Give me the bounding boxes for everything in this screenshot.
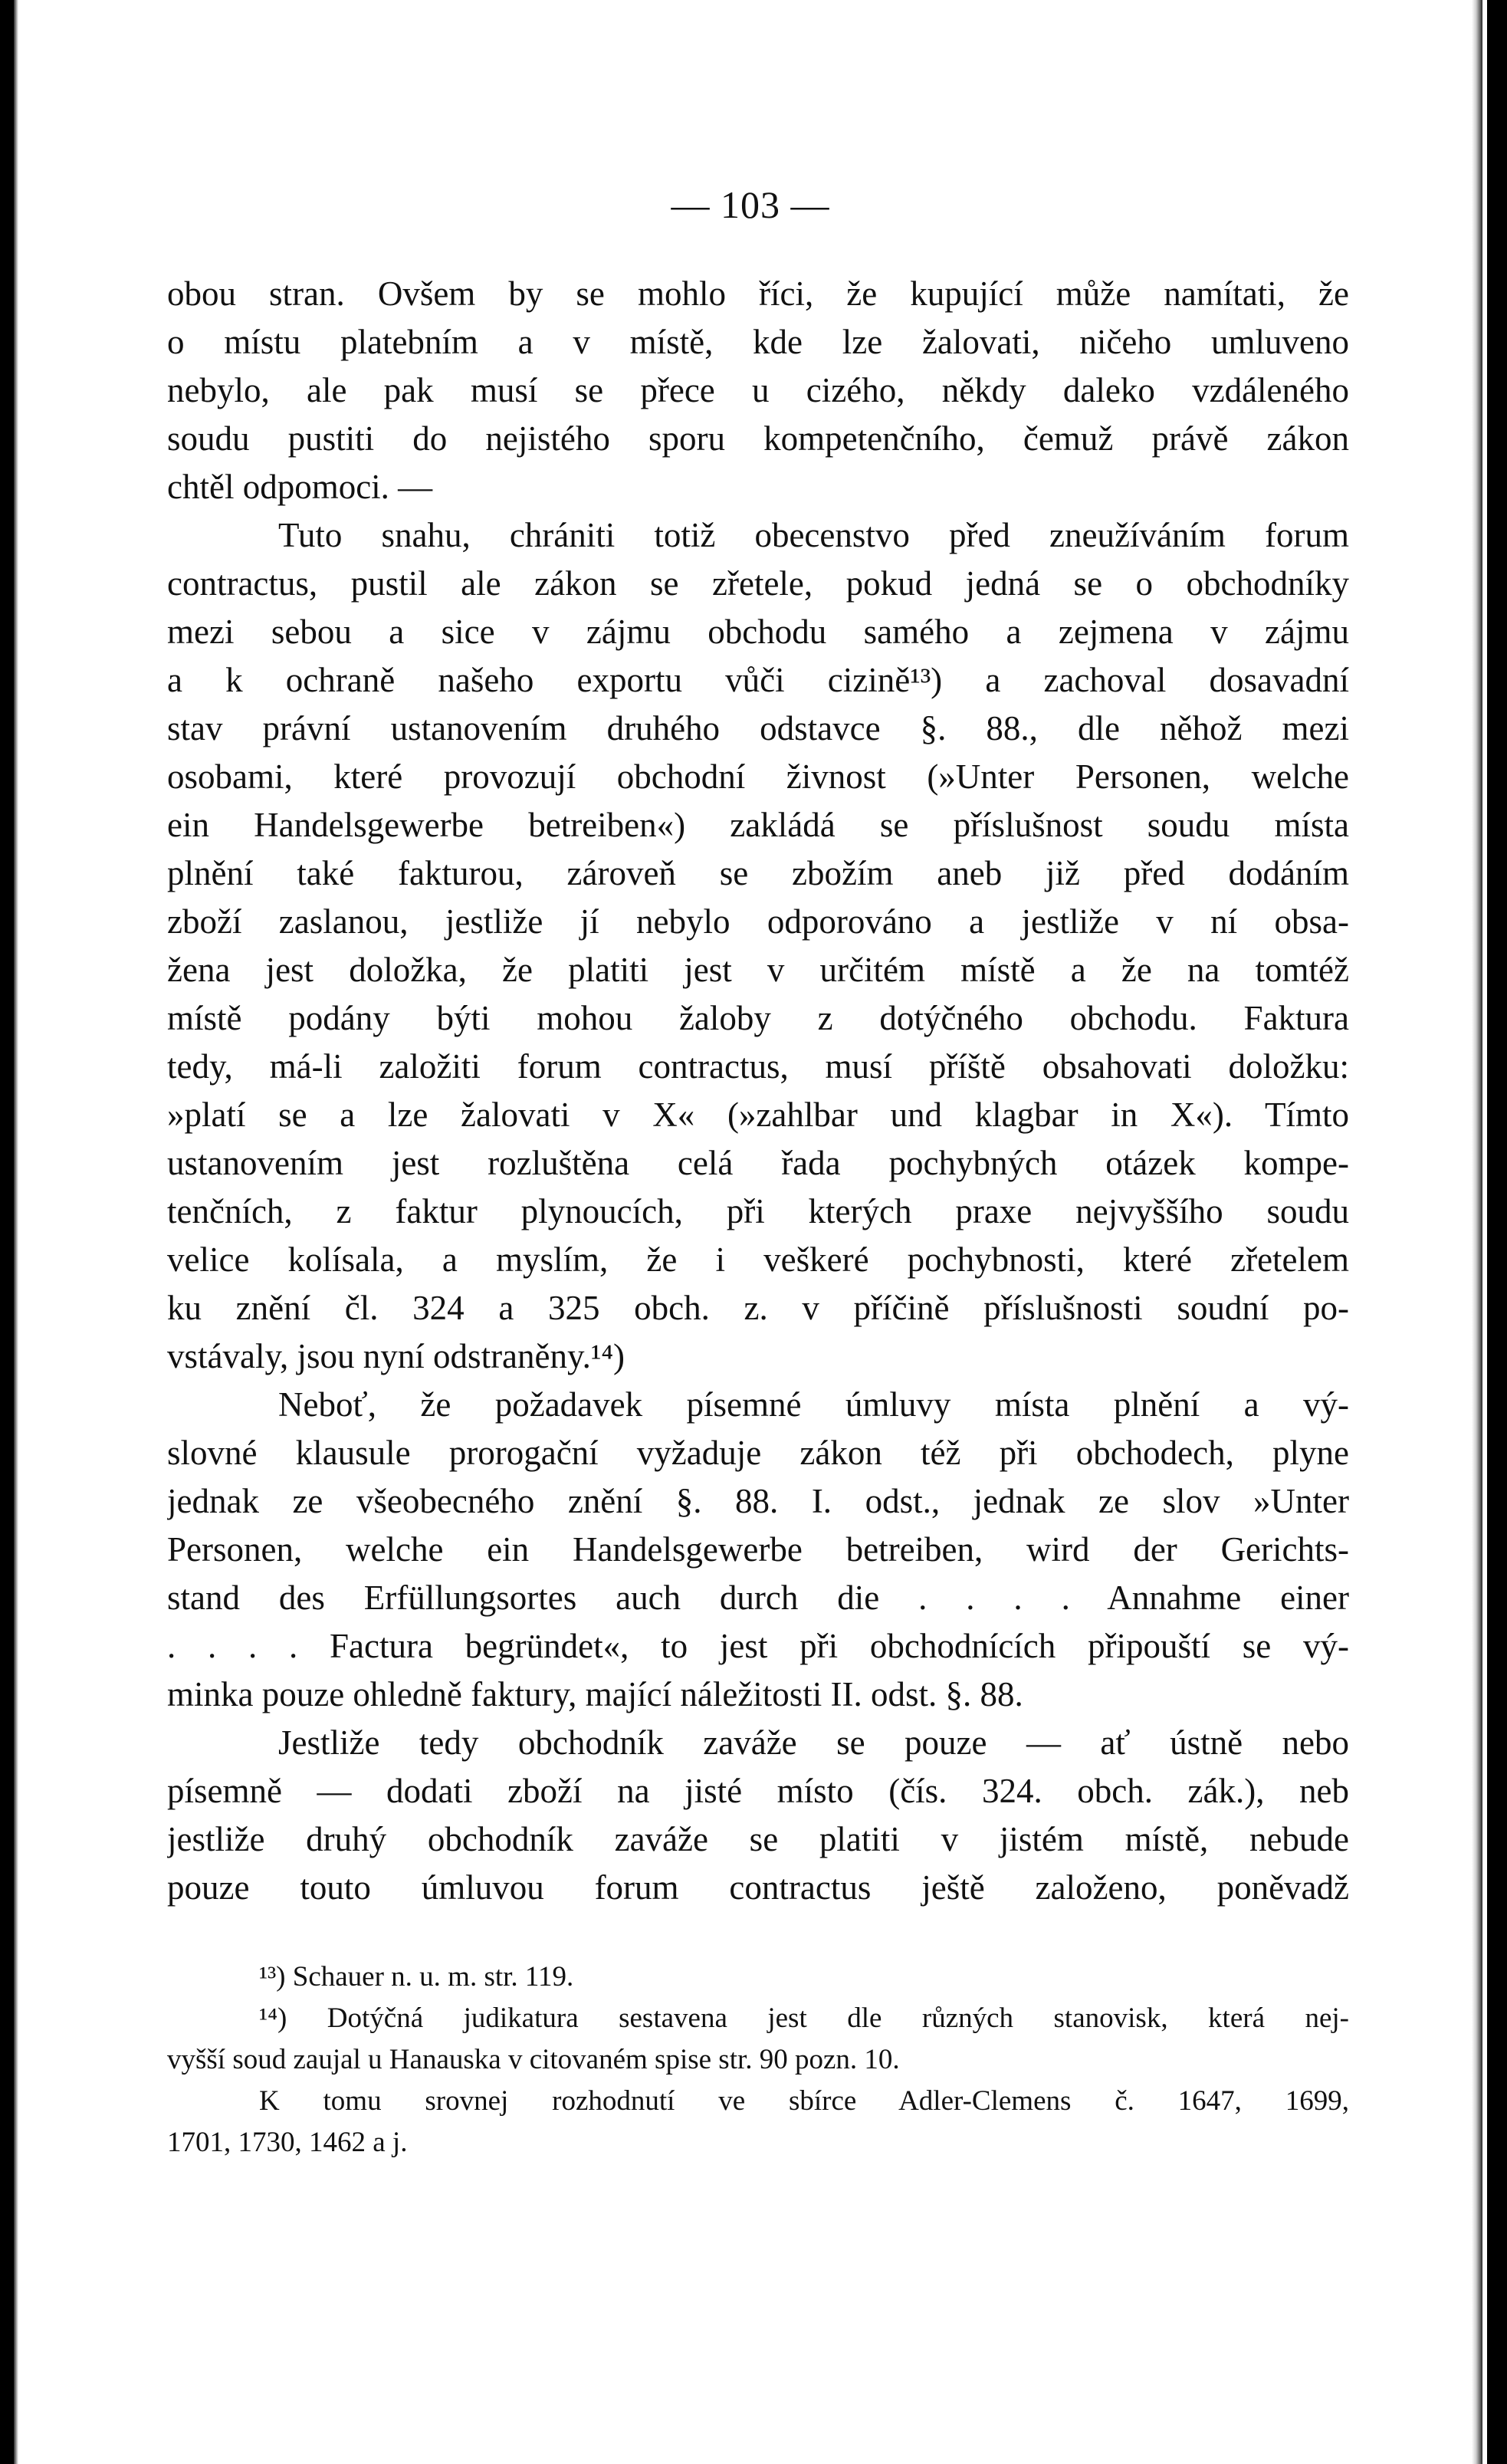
body-line: ku znění čl. 324 a 325 obch. z. v příčině příslušnosti soudní po-: [167, 1289, 1349, 1327]
body-line: stand des Erfüllungsortes auch durch die . . . . Annahme einer: [167, 1579, 1349, 1617]
footnote-line: vyšší soud zaujal u Hanauska v citovaném spise str. 90 pozn. 10.: [167, 2044, 900, 2075]
body-line: zboží zaslanou, jestliže jí nebylo odporováno a jestliže v ní obsa-: [167, 902, 1349, 941]
paragraph-start: Tuto snahu, chrániti totiž obecenstvo před zneužíváním forum: [278, 516, 1349, 554]
body-line: . . . . Factura begründet«, to jest při obchodnících připouští se vý-: [167, 1627, 1349, 1665]
body-line: obou stran. Ovšem by se mohlo říci, že kupující může namítati, že: [167, 274, 1349, 313]
body-line: Personen, welche ein Handelsgewerbe betreiben, wird der Gerichts-: [167, 1530, 1349, 1569]
scan-shadow-left: [14, 0, 18, 2464]
paragraph-start: Jestliže tedy obchodník zaváže se pouze — ať ústně nebo: [278, 1723, 1349, 1762]
footnote-separator-space: [167, 1912, 1349, 1956]
scan-shadow-right: [1472, 0, 1482, 2464]
body-line: jednak ze všeobecného znění §. 88. I. odst., jednak ze slov »Unter: [167, 1482, 1349, 1520]
body-line: písemně — dodati zboží na jisté místo (čís. 324. obch. zák.), neb: [167, 1772, 1349, 1810]
body-line: mezi sebou a sice v zájmu obchodu samého a zejmena v zájmu: [167, 613, 1349, 651]
body-line: contractus, pustil ale zákon se zřetele, pokud jedná se o obchodníky: [167, 564, 1349, 603]
body-line: tedy, má-li založiti forum contractus, musí příště obsahovati doložku:: [167, 1047, 1349, 1086]
paragraph-start: Neboť, že požadavek písemné úmluvy místa plnění a vý-: [278, 1385, 1349, 1424]
body-line: a k ochraně našeho exportu vůči cizině¹³) a zachoval dosavadní: [167, 661, 1349, 699]
body-line: jestliže druhý obchodník zaváže se platiti v jistém místě, nebude: [167, 1820, 1349, 1858]
body-line: žena jest doložka, že platiti jest v určitém místě a že na tomtéž: [167, 951, 1349, 989]
body-line: pouze touto úmluvou forum contractus ještě založeno, poněvadž: [167, 1868, 1349, 1907]
body-line: nebylo, ale pak musí se přece u cizého, někdy daleko vzdáleného: [167, 371, 1349, 409]
body-line: stav právní ustanovením druhého odstavce §. 88., dle něhož mezi: [167, 709, 1349, 747]
footnote-line: K tomu srovnej rozhodnutí ve sbírce Adler-Clemens č. 1647, 1699,: [259, 2085, 1349, 2117]
body-line: ein Handelsgewerbe betreiben«) zakládá se příslušnost soudu místa: [167, 806, 1349, 844]
body-line: o místu platebním a v místě, kde lze žalovati, ničeho umluveno: [167, 323, 1349, 361]
body-line: chtěl odpomoci. —: [167, 468, 433, 506]
scanned-page: [14, 0, 1487, 2464]
body-line: vstávaly, jsou nyní odstraněny.¹⁴): [167, 1337, 625, 1375]
page-number-header: — 103 —: [671, 183, 830, 226]
body-line: minka pouze ohledně faktury, mající náležitosti II. odst. §. 88.: [167, 1675, 1023, 1713]
body-line: místě podány býti mohou žaloby z dotýčného obchodu. Faktura: [167, 999, 1349, 1037]
body-line: plnění také fakturou, zároveň se zbožím aneb již před dodáním: [167, 854, 1349, 892]
body-line: soudu pustiti do nejistého sporu kompetenčního, čemuž právě zákon: [167, 419, 1349, 458]
page-text: [167, 270, 1349, 2163]
body-line: osobami, které provozují obchodní živnost (»Unter Personen, welche: [167, 757, 1349, 796]
footnote-13: ¹³) Schauer n. u. m. str. 119.: [259, 1961, 574, 1993]
body-line: slovné klausule prorogační vyžaduje zákon též při obchodech, plyne: [167, 1434, 1349, 1472]
body-line: ustanovením jest rozluštěna celá řada pochybných otázek kompe-: [167, 1144, 1349, 1182]
body-line: velice kolísala, a myslím, že i veškeré pochybnosti, které zřetelem: [167, 1240, 1349, 1279]
footnote-line: 1701, 1730, 1462 a j.: [167, 2127, 408, 2158]
body-line: »platí se a lze žalovati v X« (»zahlbar und klagbar in X«). Tímto: [167, 1096, 1349, 1134]
body-line: tenčních, z faktur plynoucích, při kterých praxe nejvyššího soudu: [167, 1192, 1349, 1230]
footnote-14: ¹⁴) Dotýčná judikatura sestavena jest dle různých stanovisk, která nej-: [259, 2002, 1349, 2034]
